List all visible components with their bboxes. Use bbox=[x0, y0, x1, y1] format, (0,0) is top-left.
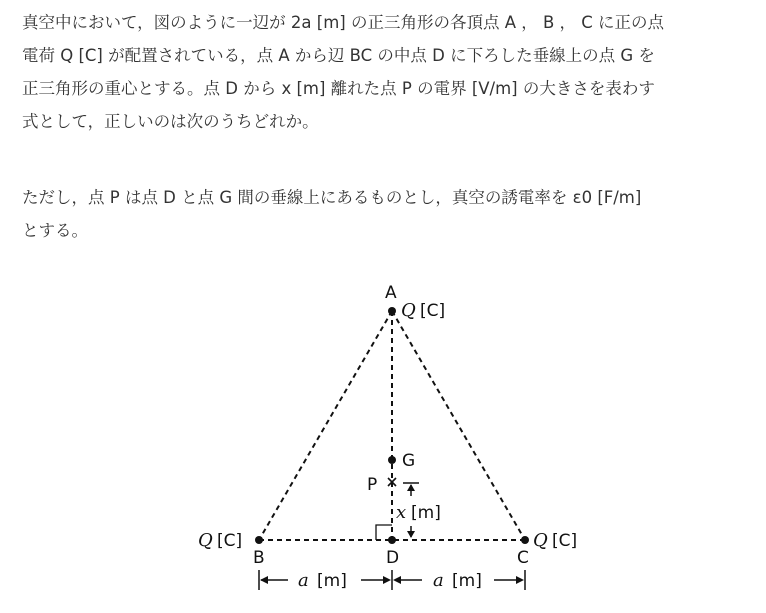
x-distance-unit: [m] bbox=[411, 503, 441, 523]
charge-c-symbol: Q bbox=[533, 530, 548, 551]
problem-line: 電荷 Q [C] が配置されている，点 A から辺 BC の中点 D に下ろした垂線上の点 G を bbox=[22, 46, 655, 65]
problem-line: 真空中において，図のように一辺が 2a [m] の正三角形の各頂点 A ， B ， C に正の点 bbox=[22, 13, 665, 32]
dim-left-arrowhead-1 bbox=[260, 576, 268, 584]
label-b: B bbox=[253, 548, 265, 568]
dim-right-arrowhead-1 bbox=[393, 576, 401, 584]
charge-a-symbol: Q bbox=[401, 300, 416, 321]
x-arrow-up-head bbox=[407, 484, 415, 491]
point-d-dot bbox=[388, 536, 396, 544]
label-a: A bbox=[385, 283, 397, 303]
problem-line: 正三角形の重心とする。点 D から x [m] 離れた点 P の電界 [V/m] の大きさを表わす bbox=[22, 79, 655, 98]
dim-right-arrowhead-2 bbox=[516, 576, 524, 584]
dim-left-arrowhead-2 bbox=[383, 576, 391, 584]
charge-b-symbol: Q bbox=[198, 530, 213, 551]
dim-left-unit: [m] bbox=[317, 571, 347, 591]
problem-line: ただし，点 P は点 D と点 G 間の垂線上にあるものとし，真空の誘電率を ε0 [F/m] bbox=[22, 188, 642, 207]
dim-left-symbol: a bbox=[298, 570, 309, 591]
x-distance-symbol: x bbox=[396, 502, 407, 523]
vertex-c-dot bbox=[521, 536, 529, 544]
side-ab bbox=[259, 311, 392, 540]
charge-a-unit: [C] bbox=[420, 301, 446, 321]
vertex-a-dot bbox=[388, 307, 396, 315]
label-c: C bbox=[517, 548, 529, 568]
charge-c-unit: [C] bbox=[552, 531, 578, 551]
point-g-dot bbox=[388, 456, 396, 464]
problem-line: 式として，正しいのは次のうちどれか。 bbox=[22, 112, 319, 131]
x-arrow-down-head bbox=[407, 531, 415, 538]
label-p: P bbox=[367, 475, 378, 495]
vertex-b-dot bbox=[255, 536, 263, 544]
charge-b-unit: [C] bbox=[217, 531, 243, 551]
dim-right-symbol: a bbox=[433, 570, 444, 591]
label-g: G bbox=[402, 451, 416, 471]
dim-right-unit: [m] bbox=[452, 571, 482, 591]
label-d: D bbox=[386, 548, 400, 568]
problem-line: とする。 bbox=[22, 221, 88, 240]
